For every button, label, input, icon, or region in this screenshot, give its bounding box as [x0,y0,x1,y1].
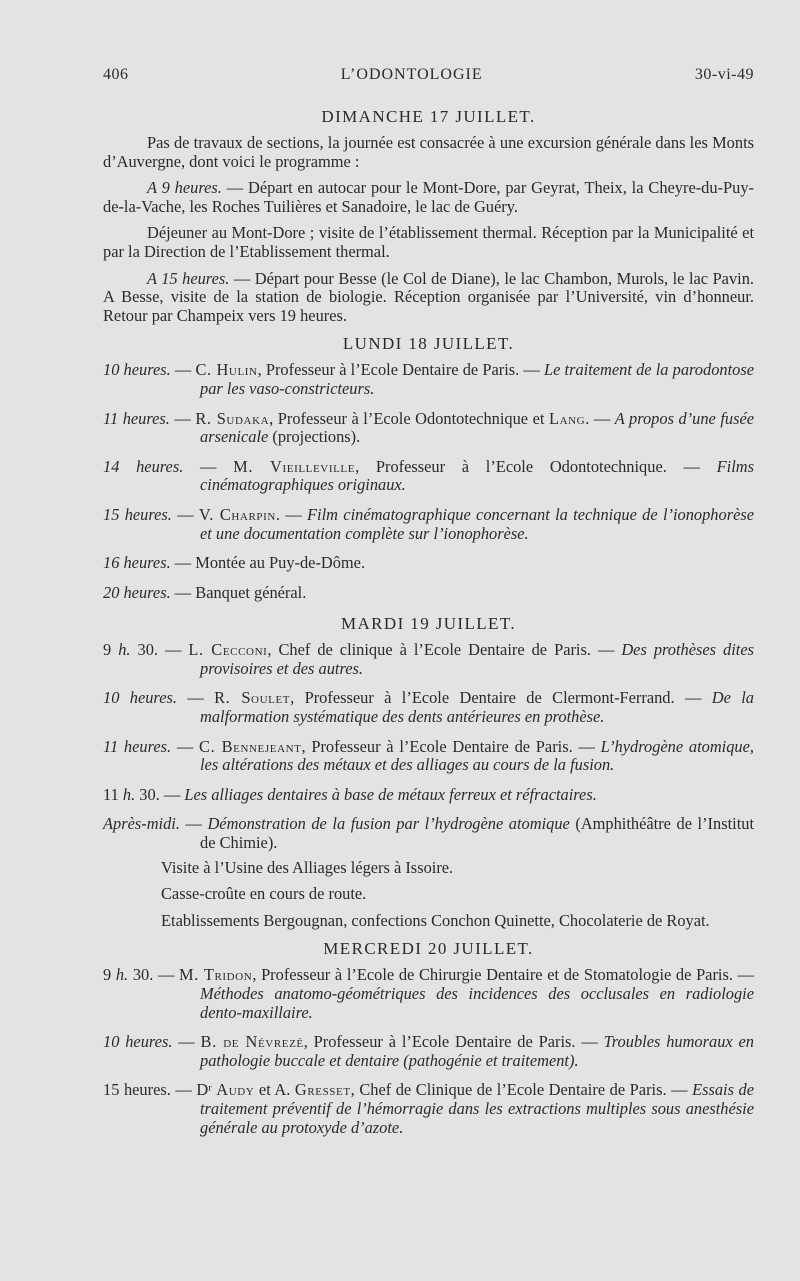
speaker-role: . — [275,504,308,524]
time-unit: h. [118,640,131,660]
dash: — [170,360,196,380]
talk-title: Troubles humoraux en pathologie buccale et dentaire (pathogénie et traitement). [200,1032,754,1070]
entry-text: — Montée au Puy-de-Dôme. [170,553,366,573]
time-label: 11 heures. [103,408,170,428]
speaker-role: , Professeur à l’Ecole Odontotechnique. — [355,456,717,476]
time-label: 15 heures. [103,1080,171,1100]
conjunction: et A. [254,1080,295,1100]
time-hour: 9 [103,965,116,985]
talk-title: A propos d’une fusée arsenicale [200,408,755,447]
journal-title: L’ODONTOLOGIE [340,66,483,83]
program-line: Visite à l’Usine des Alliages légers à Issoire. [161,857,454,877]
time-minutes: 30. [130,640,158,660]
speaker-role: , Professeur à l’Ecole Dentaire de Paris. — [301,736,601,756]
day-heading-tuesday: MARDI 19 JUILLET. [340,614,517,634]
program-entry [103,689,754,726]
issue-date: 30-vi-49 [694,66,754,83]
talk-title: L’hydrogène atomique, les altérations des métaux et des alliages au cours de la fusion. [200,736,754,775]
time-hour: 9 [103,640,119,660]
speaker-name: B. de Névrezé [200,1032,304,1052]
speaker-role: , Chef de clinique à l’Ecole Dentaire de Paris. — [267,640,622,660]
time-minutes: 30. [135,784,160,804]
speaker-name: R. Sudaka [195,408,270,428]
dash: — [159,784,185,804]
page-number: 406 [103,66,129,83]
speaker-name: Gresset [294,1080,351,1100]
time-label: 14 heures. [103,456,184,476]
time-label: 20 heures. [103,582,171,602]
dash: — [170,1080,197,1100]
program-entry [103,410,754,447]
speaker-name: M. Tridon [179,965,253,985]
program-entry [103,641,754,678]
talk-title: Les alliages dentaires à base de métaux ferreux et réfractaires. [184,784,597,804]
program-entry [103,458,754,495]
speaker-role: , Professeur à l’Ecole Dentaire de Clermont-Ferrand. — [290,688,712,708]
speaker-name: R. Soulet [214,688,291,708]
program-entry [103,815,754,852]
time-label: A 9 heures. [147,178,222,198]
time-label: 16 heures. [103,553,171,573]
paragraph-text: — Départ pour Besse (le Col de Diane), le lac Chambon, Murols, le lac Pavin. A Besse, visite de la station de biologie. Réception organisée par l’Université, vin d’honneur. Retour par Champeix vers 19 heures. [103,268,754,325]
dash: — [171,736,200,756]
talk-title: Le traitement de la parodontose par les vaso-constricteurs. [200,360,754,398]
talk-note: (Amphithéâtre de l’Institut de Chimie). [200,814,754,853]
program-line: Casse-croûte en cours de route. [161,884,367,904]
sunday-afternoon [103,270,754,326]
dash: . — [585,408,615,428]
speaker-name: V. Charpin [198,504,276,524]
program-entry [103,361,754,398]
day-heading-monday: LUNDI 18 JUILLET. [342,334,515,354]
speaker-name: Lang [548,408,586,428]
speaker-name: C. Hulin [195,360,258,380]
dash: — [172,1032,201,1052]
talk-title: Des prothèses dites provisoires et des autres. [200,640,755,678]
time-unit: h. [115,965,129,985]
time-label: 10 heures. [103,1032,173,1052]
program-entry [103,506,754,543]
day-heading-sunday: DIMANCHE 17 JUILLET. [321,107,536,126]
talk-title: Méthodes anatomo-géométriques des incidences des occlusales en radiologie dento-maxillaire. [200,984,754,1022]
speaker-role: , Chef de Clinique de l’Ecole Dentaire de Paris. — [350,1080,693,1100]
sunday-intro: Pas de travaux de sections, la journée est consacrée à une excursion générale dans les Monts d’Auvergne, dont voici le programme : [103,133,754,171]
speaker-title: Dʳ [196,1080,217,1100]
talk-title: Démonstration de la fusion par l’hydrogène atomique [207,814,570,834]
program-entry [103,554,754,573]
sunday-morning [103,179,754,216]
program-entry [103,738,754,775]
speaker-role: , Professeur à l’Ecole de Chirurgie Dentaire et de Stomatologie de Paris. — [252,965,754,985]
dash: — [176,688,215,708]
dash: — [179,814,208,834]
talk-title: De la malformation systématique des dents antérieures en prothèse. [200,688,754,727]
speaker-name: C. Bennejeant [199,736,302,756]
paragraph-text: — Départ en autocar pour le Mont-Dore, par Geyrat, Theix, la Cheyre-du-Puy-de-la-Vache, les Roches Tuilières et Sanadoire, le lac de Guéry. [103,178,754,216]
talk-title: Film cinématographique concernant la technique de l’ionophorèse et une documentation complète sur l’ionophorèse. [200,504,754,543]
speaker-name: Audy [216,1080,255,1100]
time-label: 15 heures. [103,504,172,524]
program-entry [103,786,754,805]
speaker-role: , Professeur à l’Ecole Dentaire de Paris. — [257,360,544,380]
talk-title: Essais de traitement préventif de l’hémorragie dans les extractions multiples sous anesthésie générale au protoxyde d’azote. [200,1080,754,1137]
sunday-lunch: Déjeuner au Mont-Dore ; visite de l’établissement thermal. Réception par la Municipalité et par la Direction de l’Etablissement thermal. [103,223,754,261]
time-hour: 11 [103,784,123,804]
dash: — [169,408,196,428]
talk-note: (projections). [268,427,361,447]
speaker-role: , Professeur à l’Ecole Dentaire de Paris. — [303,1032,604,1052]
time-label: 10 heures. [103,688,177,708]
program-entry [103,1081,754,1137]
program-line: Etablissements Bergougnan, confections Conchon Quinette, Chocolaterie de Royat. [161,910,710,930]
speaker-name: M. Vieilleville [233,456,356,476]
time-unit: h. [122,784,136,804]
dash: — [171,504,199,524]
program-entry [103,1033,754,1070]
day-heading-wednesday: MERCREDI 20 JUILLET. [323,939,534,959]
dash: — [183,456,234,476]
program-entry [103,966,754,1022]
dash: — [158,640,189,660]
entry-text: — Banquet général. [170,582,307,602]
dash: — [153,965,180,985]
program-entry [103,584,754,603]
talk-title: Films cinématographiques originaux. [200,456,754,495]
running-header [103,66,754,84]
time-label: A 15 heures. [147,268,230,288]
speaker-role: , Professeur à l’Ecole Odontotechnique et [269,408,549,428]
time-label: 10 heures. [103,360,171,380]
speaker-name: L. Cecconi [188,640,268,660]
time-label: Après-midi. [103,814,180,834]
time-label: 11 heures. [103,736,172,756]
time-minutes: 30. [128,965,154,985]
